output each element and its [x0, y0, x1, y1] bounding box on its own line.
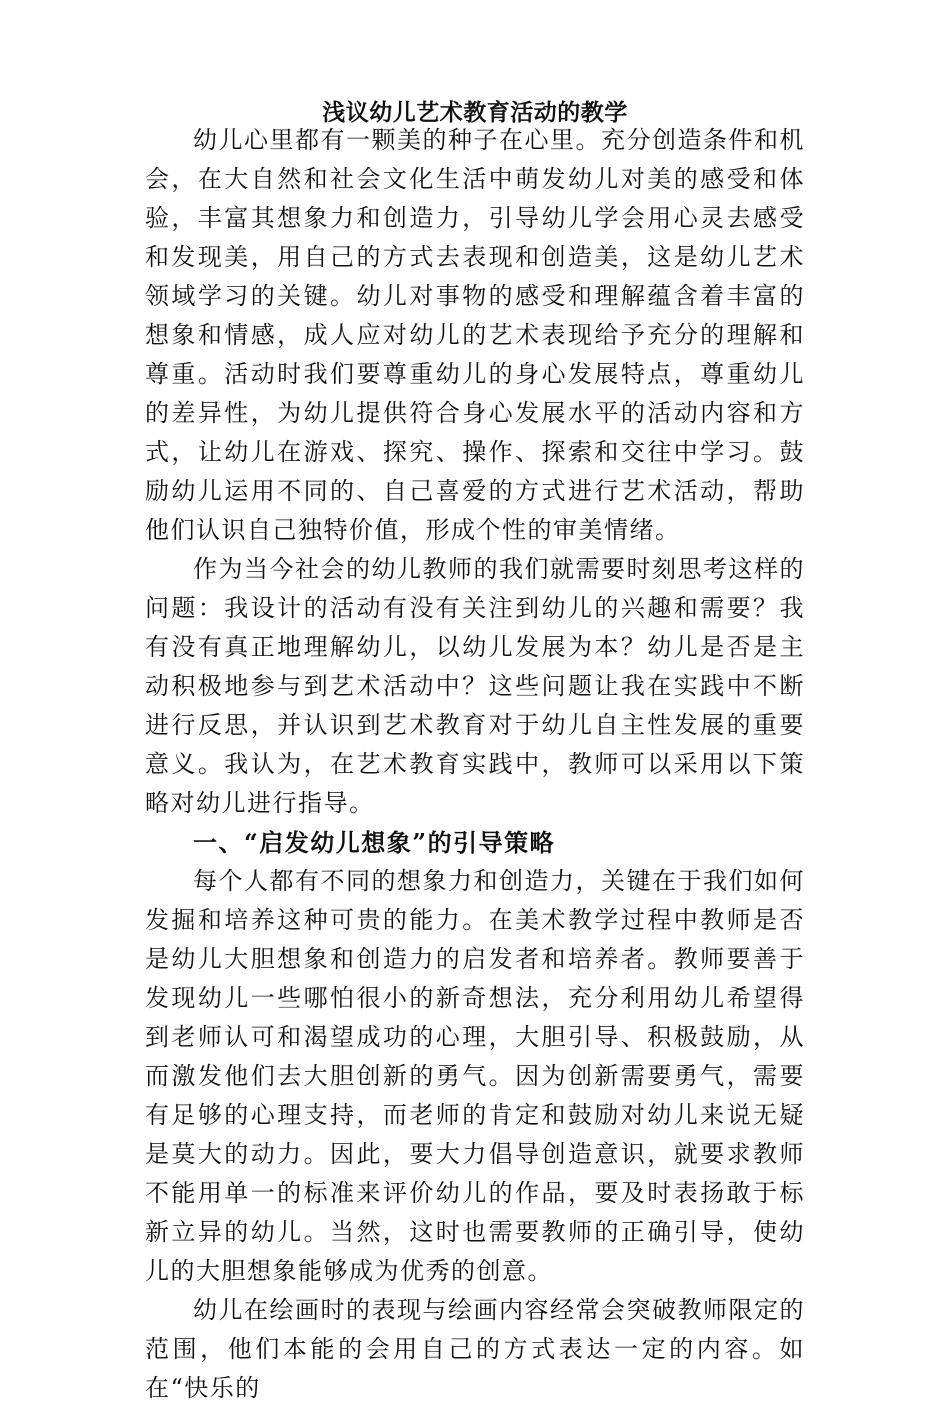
- section-paragraph: 每个人都有不同的想象力和创造力，关键在于我们如何发掘和培养这种可贵的能力。在美术教学过程中教师是否是幼儿大胆想象和创造力的启发者和培养者。教师要善于发现幼儿一些哪怕很小的新奇想法，充分利用幼儿希望得到老师认可和渴望成功的心理，大胆引导、积极鼓励，从而激发他们去大胆创新的勇气。因为创新需要勇气，需要有足够的心理支持，而老师的肯定和鼓励对幼儿来说无疑是莫大的动力。因此，要大力倡导创造意识，就要求教师不能用单一的标准来评价幼儿的作品，要及时表扬敢于标新立异的幼儿。当然，这时也需要教师的正确引导，使幼儿的大胆想象能够成为优秀的创意。: [145, 867, 805, 1285]
- document-body: [145, 121, 805, 1408]
- document-title: 浅议幼儿艺术教育活动的教学: [322, 99, 628, 126]
- intro-paragraph: 幼儿心里都有一颗美的种子在心里。充分创造条件和机会，在大自然和社会文化生活中萌发幼儿对美的感受和体验，丰富其想象力和创造力，引导幼儿学会用心灵去感受和发现美，用自己的方式去表现和创造美，这是幼儿艺术领域学习的关键。幼儿对事物的感受和理解蕴含着丰富的想象和情感，成人应对幼儿的艺术表现给予充分的理解和尊重。活动时我们要尊重幼儿的身心发展特点，尊重幼儿的差异性，为幼儿提供符合身心发展水平的活动内容和方式，让幼儿在游戏、探究、操作、探索和交往中学习。鼓励幼儿运用不同的、自己喜爱的方式进行艺术活动，帮助他们认识自己独特价值，形成个性的审美情绪。: [145, 126, 805, 544]
- reflection-paragraph: 作为当今社会的幼儿教师的我们就需要时刻思考这样的问题：我设计的活动有没有关注到幼儿的兴趣和需要？我有没有真正地理解幼儿，以幼儿发展为本？幼儿是否是主动积极地参与到艺术活动中？这些问题让我在实践中不断进行反思，并认识到艺术教育对于幼儿自主性发展的重要意义。我认为，在艺术教育实践中，教师可以采用以下策略对幼儿进行指导。: [145, 555, 805, 817]
- section-heading: 一、“启发幼儿想象”的引导策略: [193, 828, 556, 857]
- section-paragraph: 幼儿在绘画时的表现与绘画内容经常会突破教师限定的范围，他们本能的会用自己的方式表达一定的内容。如在“快乐的: [145, 1296, 805, 1402]
